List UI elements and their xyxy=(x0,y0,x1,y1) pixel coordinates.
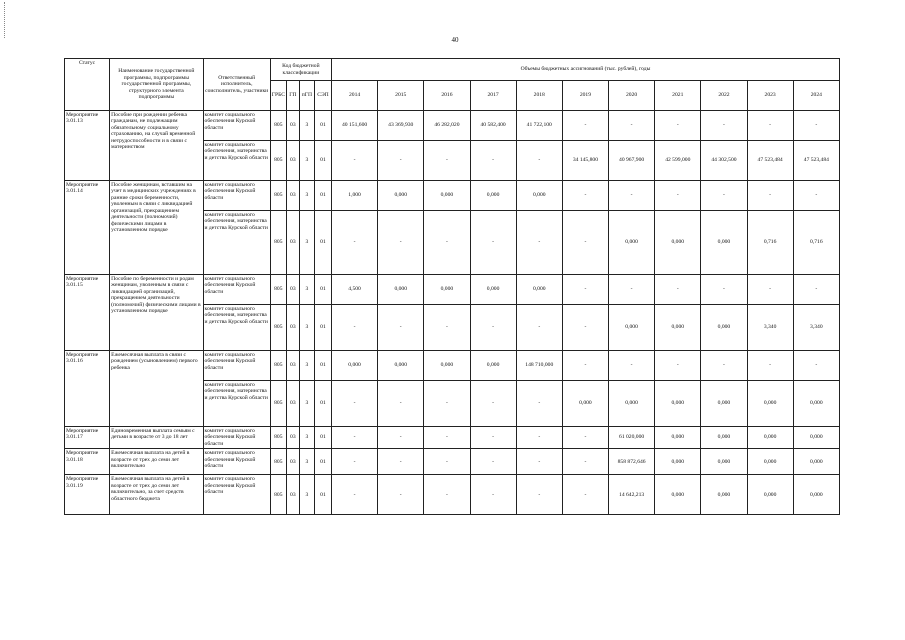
row-value: 0,000 xyxy=(701,381,747,427)
row-value: 0,000 xyxy=(793,449,839,475)
row-code: 3 xyxy=(299,475,314,515)
row-code: 01 xyxy=(314,475,331,515)
row-value: - xyxy=(701,111,747,141)
row-code: 805 xyxy=(270,427,286,449)
row-value: - xyxy=(562,275,608,305)
header-status: Статус xyxy=(65,59,110,111)
row-value: 3,340 xyxy=(793,305,839,351)
row-name: Пособие женщинам, вставшим на учет в медицинских учреждениях в ранние сроки беременности, уволенным в связи с ликвидацией организаций, прекращением деятельности (полномочий) физическими лицами в установленном порядке xyxy=(110,181,203,275)
row-value: 40 151,600 xyxy=(331,111,377,141)
row-value: - xyxy=(378,211,424,275)
row-code: 3 xyxy=(299,111,314,141)
header-year: 2016 xyxy=(424,81,470,111)
row-status: Мероприятие 3.01.16 xyxy=(65,351,110,427)
row-executor: комитет социального обеспечения Курской области xyxy=(203,475,270,515)
row-code: 805 xyxy=(270,351,286,381)
row-code: 03 xyxy=(286,305,299,351)
row-value: - xyxy=(793,351,839,381)
row-status: Мероприятие 3.01.19 xyxy=(65,475,110,515)
row-value: - xyxy=(655,351,701,381)
row-value: - xyxy=(747,181,793,211)
row-value: 0,000 xyxy=(747,427,793,449)
row-code: 03 xyxy=(286,449,299,475)
row-value: 0,000 xyxy=(701,427,747,449)
row-value: 1,000 xyxy=(331,181,377,211)
row-value: 0,000 xyxy=(470,275,516,305)
row-value: - xyxy=(424,427,470,449)
row-value: - xyxy=(562,305,608,351)
row-code: 01 xyxy=(314,305,331,351)
row-code: 805 xyxy=(270,141,286,181)
row-value: - xyxy=(609,275,655,305)
row-executor: комитет социального обеспечения, материнства и детства Курской области xyxy=(203,305,270,351)
row-code: 3 xyxy=(299,275,314,305)
row-value: 0,000 xyxy=(516,275,562,305)
row-value: - xyxy=(424,305,470,351)
row-value: 0,000 xyxy=(655,211,701,275)
row-value: - xyxy=(562,211,608,275)
row-code: 01 xyxy=(314,381,331,427)
row-value: - xyxy=(516,475,562,515)
row-value: - xyxy=(562,181,608,211)
header-executor: Ответственный исполнитель, соисполнитель, участники xyxy=(203,59,270,111)
header-code: пГП xyxy=(299,81,314,111)
row-value: - xyxy=(655,275,701,305)
row-status: Мероприятие 3.01.15 xyxy=(65,275,110,351)
row-executor: комитет социального обеспечения Курской области xyxy=(203,449,270,475)
row-value: - xyxy=(793,275,839,305)
header-budget-code: Код бюджетной классификации xyxy=(270,59,331,81)
row-value: 0,000 xyxy=(655,427,701,449)
row-value: 0,000 xyxy=(701,305,747,351)
row-value: 42 599,000 xyxy=(655,141,701,181)
row-value: 0,000 xyxy=(609,305,655,351)
row-value: 0,716 xyxy=(747,211,793,275)
row-code: 805 xyxy=(270,275,286,305)
header-volumes: Объемы бюджетных ассигнований (тыс. рублей), годы xyxy=(331,59,839,81)
row-value: 0,000 xyxy=(562,381,608,427)
row-value: - xyxy=(378,427,424,449)
row-value: - xyxy=(470,305,516,351)
row-value: - xyxy=(562,351,608,381)
header-name: Наименование государственной программы, подпрограммы государственной программы, структурного элемента подпрограммы xyxy=(110,59,203,111)
row-value: 14 642,213 xyxy=(609,475,655,515)
header-year: 2021 xyxy=(655,81,701,111)
row-code: 03 xyxy=(286,381,299,427)
row-value: 0,000 xyxy=(747,381,793,427)
row-value: - xyxy=(516,381,562,427)
row-value: 0,000 xyxy=(378,181,424,211)
row-value: 0,000 xyxy=(378,275,424,305)
row-value: - xyxy=(470,475,516,515)
row-value: 40 967,900 xyxy=(609,141,655,181)
row-code: 03 xyxy=(286,211,299,275)
row-value: - xyxy=(516,427,562,449)
row-code: 3 xyxy=(299,351,314,381)
row-code: 3 xyxy=(299,181,314,211)
row-value: - xyxy=(701,275,747,305)
row-value: - xyxy=(331,427,377,449)
row-executor: комитет социального обеспечения, материнства и детства Курской области xyxy=(203,211,270,275)
row-executor: комитет социального обеспечения Курской области xyxy=(203,351,270,381)
row-value: 40 582,400 xyxy=(470,111,516,141)
row-code: 01 xyxy=(314,427,331,449)
row-value: 0,000 xyxy=(424,275,470,305)
row-value: - xyxy=(331,305,377,351)
row-value: - xyxy=(793,181,839,211)
row-name: Ежемесячная выплата в связи с рождением (усыновлением) первого ребенка xyxy=(110,351,203,427)
row-code: 3 xyxy=(299,449,314,475)
header-code: ГРБС xyxy=(270,81,286,111)
row-value: - xyxy=(331,449,377,475)
header-year: 2024 xyxy=(793,81,839,111)
table-row xyxy=(65,427,840,449)
row-code: 01 xyxy=(314,211,331,275)
row-value: - xyxy=(378,141,424,181)
row-value: - xyxy=(609,351,655,381)
row-value: - xyxy=(609,111,655,141)
row-value: - xyxy=(470,141,516,181)
row-value: - xyxy=(331,381,377,427)
row-value: 0,000 xyxy=(793,427,839,449)
row-value: 0,000 xyxy=(609,381,655,427)
header-code: СЭП xyxy=(314,81,331,111)
row-value: 0,000 xyxy=(701,449,747,475)
row-code: 03 xyxy=(286,141,299,181)
row-executor: комитет социального обеспечения, материнства и детства Курской области xyxy=(203,381,270,427)
row-value: - xyxy=(747,351,793,381)
row-value: 0,000 xyxy=(424,351,470,381)
row-value: 4,500 xyxy=(331,275,377,305)
row-code: 03 xyxy=(286,111,299,141)
row-code: 01 xyxy=(314,181,331,211)
header-year: 2023 xyxy=(747,81,793,111)
row-value: 0,000 xyxy=(701,211,747,275)
row-code: 03 xyxy=(286,427,299,449)
table-row xyxy=(65,111,840,141)
row-value: - xyxy=(424,381,470,427)
row-status: Мероприятие 3.01.18 xyxy=(65,449,110,475)
row-value: - xyxy=(655,181,701,211)
row-code: 805 xyxy=(270,305,286,351)
row-code: 01 xyxy=(314,351,331,381)
row-value: - xyxy=(470,381,516,427)
row-status: Мероприятие 3.01.17 xyxy=(65,427,110,449)
margin-mark xyxy=(4,2,7,38)
header-year: 2018 xyxy=(516,81,562,111)
row-value: - xyxy=(378,381,424,427)
table-row xyxy=(65,449,840,475)
row-value: - xyxy=(747,275,793,305)
table-row xyxy=(65,275,840,305)
row-code: 03 xyxy=(286,275,299,305)
row-value: 858 872,646 xyxy=(609,449,655,475)
row-value: - xyxy=(378,449,424,475)
row-value: 0,000 xyxy=(470,181,516,211)
row-executor: комитет социального обеспечения, материнства и детства Курской области xyxy=(203,141,270,181)
row-value: 0,000 xyxy=(747,475,793,515)
row-value: - xyxy=(793,111,839,141)
row-code: 805 xyxy=(270,181,286,211)
row-code: 3 xyxy=(299,381,314,427)
row-value: 0,000 xyxy=(424,181,470,211)
row-code: 03 xyxy=(286,351,299,381)
row-value: 0,716 xyxy=(793,211,839,275)
row-value: 0,000 xyxy=(793,475,839,515)
row-value: - xyxy=(516,141,562,181)
row-code: 3 xyxy=(299,427,314,449)
row-executor: комитет социального обеспечения Курской области xyxy=(203,181,270,211)
row-status: Мероприятие 3.01.14 xyxy=(65,181,110,275)
row-code: 01 xyxy=(314,275,331,305)
row-value: - xyxy=(562,427,608,449)
row-code: 03 xyxy=(286,475,299,515)
row-value: 0,000 xyxy=(470,351,516,381)
row-value: - xyxy=(516,449,562,475)
row-value: 0,000 xyxy=(793,381,839,427)
row-value: - xyxy=(470,449,516,475)
row-value: - xyxy=(701,351,747,381)
row-value: 0,000 xyxy=(747,449,793,475)
row-code: 3 xyxy=(299,305,314,351)
header-code: ГП xyxy=(286,81,299,111)
row-value: 41 722,100 xyxy=(516,111,562,141)
row-value: - xyxy=(331,475,377,515)
row-value: - xyxy=(516,211,562,275)
row-value: - xyxy=(701,181,747,211)
row-value: - xyxy=(378,475,424,515)
row-code: 3 xyxy=(299,141,314,181)
table-row xyxy=(65,351,840,381)
row-value: - xyxy=(562,449,608,475)
row-code: 805 xyxy=(270,211,286,275)
row-code: 01 xyxy=(314,449,331,475)
row-value: 0,000 xyxy=(655,449,701,475)
header-year: 2022 xyxy=(701,81,747,111)
row-executor: комитет социального обеспечения Курской области xyxy=(203,427,270,449)
row-value: - xyxy=(424,449,470,475)
row-value: 61 020,000 xyxy=(609,427,655,449)
row-value: 3,340 xyxy=(747,305,793,351)
row-value: - xyxy=(655,111,701,141)
header-year: 2019 xyxy=(562,81,608,111)
row-name: Ежемесячная выплата на детей в возрасте от трех до семи лет включительно, за счет средств областного бюджета xyxy=(110,475,203,515)
row-value: - xyxy=(609,181,655,211)
header-year: 2017 xyxy=(470,81,516,111)
row-value: - xyxy=(331,211,377,275)
row-code: 805 xyxy=(270,475,286,515)
row-code: 3 xyxy=(299,211,314,275)
page-number: 40 xyxy=(451,36,459,44)
row-code: 03 xyxy=(286,181,299,211)
row-value: - xyxy=(747,111,793,141)
row-value: 44 302,500 xyxy=(701,141,747,181)
row-value: - xyxy=(424,211,470,275)
header-year: 2020 xyxy=(609,81,655,111)
row-value: 0,000 xyxy=(516,181,562,211)
row-value: 0,000 xyxy=(701,475,747,515)
row-executor: комитет социального обеспечения Курской области xyxy=(203,275,270,305)
row-code: 01 xyxy=(314,111,331,141)
row-value: 46 282,020 xyxy=(424,111,470,141)
row-value: 47 523,484 xyxy=(747,141,793,181)
row-name: Пособие по беременности и родам женщинам, уволенным в связи с ликвидацией организаций, прекращением деятельности (полномочий) физическими лицами в установленном порядке xyxy=(110,275,203,351)
row-value: - xyxy=(424,141,470,181)
row-value: 0,000 xyxy=(331,351,377,381)
row-code: 805 xyxy=(270,111,286,141)
row-value: - xyxy=(562,475,608,515)
row-code: 805 xyxy=(270,449,286,475)
header-year: 2014 xyxy=(331,81,377,111)
row-value: - xyxy=(424,475,470,515)
row-value: 47 523,484 xyxy=(793,141,839,181)
row-value: 0,000 xyxy=(655,475,701,515)
row-value: 34 145,800 xyxy=(562,141,608,181)
row-executor: комитет социального обеспечения Курской области xyxy=(203,111,270,141)
row-value: 0,000 xyxy=(655,381,701,427)
row-value: - xyxy=(516,305,562,351)
row-code: 01 xyxy=(314,141,331,181)
row-name: Ежемесячная выплата на детей в возрасте от трех до семи лет включительно xyxy=(110,449,203,475)
row-value: - xyxy=(470,427,516,449)
row-value: 0,000 xyxy=(655,305,701,351)
budget-table xyxy=(64,58,840,515)
row-value: 43 369,930 xyxy=(378,111,424,141)
row-value: - xyxy=(562,111,608,141)
row-value: - xyxy=(470,211,516,275)
row-value: 0,000 xyxy=(378,351,424,381)
row-name: Пособие при рождении ребенка гражданам, не подлежащим обязательному социальному страхованию, на случай временной нетрудоспособности и в связи с материнством xyxy=(110,111,203,181)
row-code: 805 xyxy=(270,381,286,427)
table-row xyxy=(65,181,840,211)
row-status: Мероприятие 3.01.13 xyxy=(65,111,110,181)
header-year: 2015 xyxy=(378,81,424,111)
row-name: Единовременная выплата семьям с детьми в возрасте от 3 до 18 лет xyxy=(110,427,203,449)
row-value: 148 710,000 xyxy=(516,351,562,381)
row-value: - xyxy=(331,141,377,181)
row-value: 0,000 xyxy=(609,211,655,275)
row-value: - xyxy=(378,305,424,351)
table-row xyxy=(65,475,840,515)
